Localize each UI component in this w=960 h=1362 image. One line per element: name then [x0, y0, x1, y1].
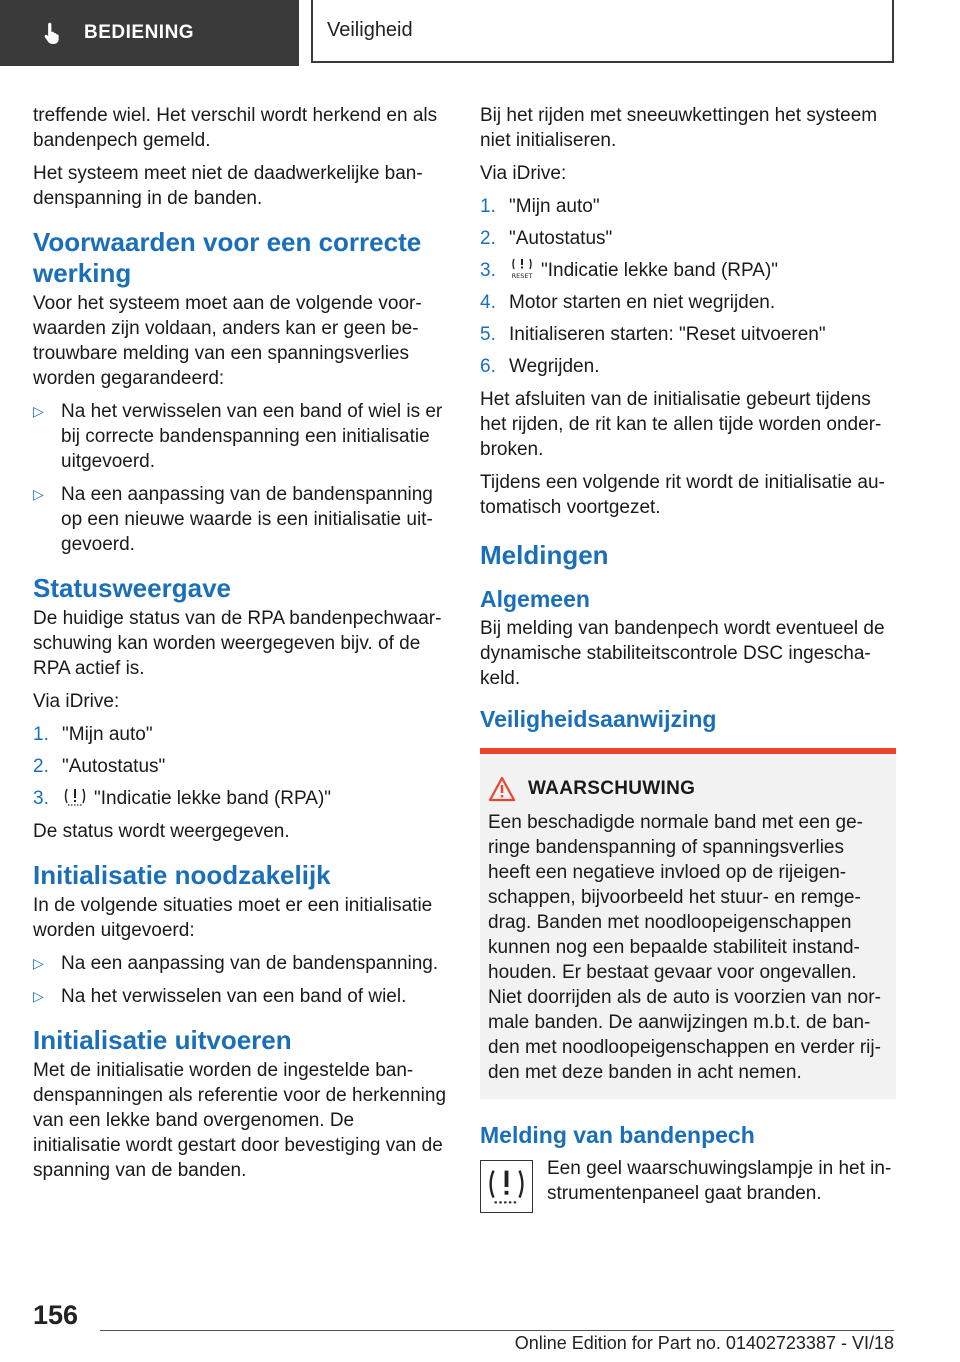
heading-required: Initialisatie noodzakelijk — [33, 860, 331, 890]
tire-reset-icon — [509, 258, 535, 280]
page-header — [0, 0, 960, 66]
page-footer — [0, 1290, 960, 1362]
triangle-bullet-icon: ▷ — [33, 955, 44, 971]
paragraph: treffende wiel. Het verschil wordt herkend en als bandenpech gemeld. — [33, 105, 438, 151]
chapter-tab — [311, 0, 894, 63]
left-column — [33, 103, 447, 1191]
list-item: 1. "Mijn auto" — [33, 724, 153, 745]
list-item: 2. "Autostatus" — [480, 228, 613, 249]
paragraph: In de volgende situaties moet er een initialisatie worden uitgevoerd: — [33, 895, 433, 941]
warning-title: WAARSCHUWING — [528, 778, 696, 799]
section-tab — [0, 0, 299, 66]
required-list — [33, 951, 447, 1009]
heading-perform: Initialisatie uitvoeren — [33, 1025, 292, 1055]
warning-lamp-frame — [480, 1160, 533, 1213]
page-number: 156 — [33, 1300, 79, 1330]
hand-pointer-icon — [40, 20, 66, 46]
paragraph: Bij melding van bandenpech wordt eventueel de dynamische stabiliteitscontrole DSC ingeschakeld. — [480, 618, 885, 689]
paragraph: Bij het rijden met sneeuwkettingen het systeem niet initialiseren. — [480, 105, 878, 151]
heading-status: Statusweergave — [33, 573, 231, 603]
list-item: 5. Initialiseren starten: "Reset uitvoeren" — [480, 324, 826, 345]
paragraph: Met de initialisatie worden de ingestelde bandenspanningen als referentie voor de herkenning van een lekke band overgenomen. De initialisatie wordt gestart door bevestiging van de spanning van de banden. — [33, 1060, 447, 1181]
init-steps — [480, 194, 896, 379]
list-item: 3. "Indicatie lekke band (RPA)" — [33, 788, 332, 809]
list-item: 4. Motor starten en niet wegrijden. — [480, 292, 776, 313]
right-column — [480, 103, 896, 1214]
paragraph: Tijdens een volgende rit wordt de initialisatie automatisch voortgezet. — [480, 472, 885, 518]
section-title: BEDIENING — [84, 22, 195, 43]
heading-messages: Meldingen — [480, 540, 609, 570]
svg-text:RESET: RESET — [511, 272, 533, 280]
status-steps — [33, 722, 447, 811]
edition-text: Online Edition for Part no. 01402723387 - VI/18 — [514, 1333, 894, 1353]
conditions-list — [33, 399, 447, 557]
paragraph: Via iDrive: — [33, 691, 120, 712]
list-item: ▷ Na een aanpassing van de bandenspanning op een nieuwe waarde is een initialisatie uitgevoerd. — [33, 484, 433, 555]
flat-tire-warning-icon — [481, 1161, 532, 1212]
tire-pressure-icon — [62, 786, 88, 808]
triangle-bullet-icon: ▷ — [33, 988, 44, 1004]
warning-header — [488, 776, 888, 802]
paragraph: Een geel waarschuwingslampje in het instrumentenpaneel gaat branden. — [547, 1158, 892, 1204]
paragraph: De huidige status van de RPA bandenpechwaarschuwing kan worden weergegeven bijv. of de RPA actief is. — [33, 608, 442, 679]
list-item: ▷ Na een aanpassing van de bandenspanning. — [33, 953, 439, 974]
triangle-bullet-icon: ▷ — [33, 403, 44, 419]
paragraph: Het afsluiten van de initialisatie gebeurt tijdens het rijden, de rit kan te allen tijde worden onderbroken. — [480, 389, 882, 460]
paragraph: Via iDrive: — [480, 163, 567, 184]
heading-flat: Melding van bandenpech — [480, 1122, 755, 1148]
warning-text: Een beschadigde normale band met een geringe bandenspanning of spanningsverlies heeft een negatieve invloed op de rijeigenschappen, bijvoorbeeld het stuur- en remgedrag. Banden met noodloopeigenschappen kunnen nog een bepaalde stabiliteit instandhouden. Er bestaat gevaar voor ongevallen. Niet doorrijden als de auto is voorzien van normale banden. De aanwijzingen m.b.t. de banden met noodloopeigenschappen en verder rijden met deze banden in acht nemen. — [488, 812, 881, 1083]
paragraph: Het systeem meet niet de daadwerkelijke bandenspanning in de banden. — [33, 163, 423, 209]
list-item: 1. "Mijn auto" — [480, 196, 600, 217]
paragraph: Voor het systeem moet aan de volgende voorwaarden zijn voldaan, anders kan er geen betrouwbare melding van een spanningsverlies worden gegarandeerd: — [33, 293, 422, 389]
warning-triangle-icon — [488, 776, 516, 802]
list-item: 6. Wegrijden. — [480, 356, 600, 377]
paragraph: De status wordt weergegeven. — [33, 821, 290, 842]
flat-tire-row — [480, 1156, 896, 1214]
warning-box — [480, 748, 896, 1099]
heading-conditions: Voorwaarden voor een correcte werking — [33, 227, 422, 288]
footer-divider — [100, 1330, 894, 1331]
heading-general: Algemeen — [480, 586, 590, 612]
triangle-bullet-icon: ▷ — [33, 486, 44, 502]
heading-safety: Veiligheidsaanwijzing — [480, 706, 717, 732]
list-item: 3. RESET "Indicatie lekke band (RPA)" — [480, 260, 779, 281]
chapter-title: Veiligheid — [327, 19, 413, 41]
list-item: ▷ Na het verwisselen van een band of wiel. — [33, 986, 407, 1007]
list-item: ▷ Na het verwisselen van een band of wiel is er bij correcte bandenspanning een initialisatie uitgevoerd. — [33, 401, 443, 472]
list-item: 2. "Autostatus" — [33, 756, 166, 777]
